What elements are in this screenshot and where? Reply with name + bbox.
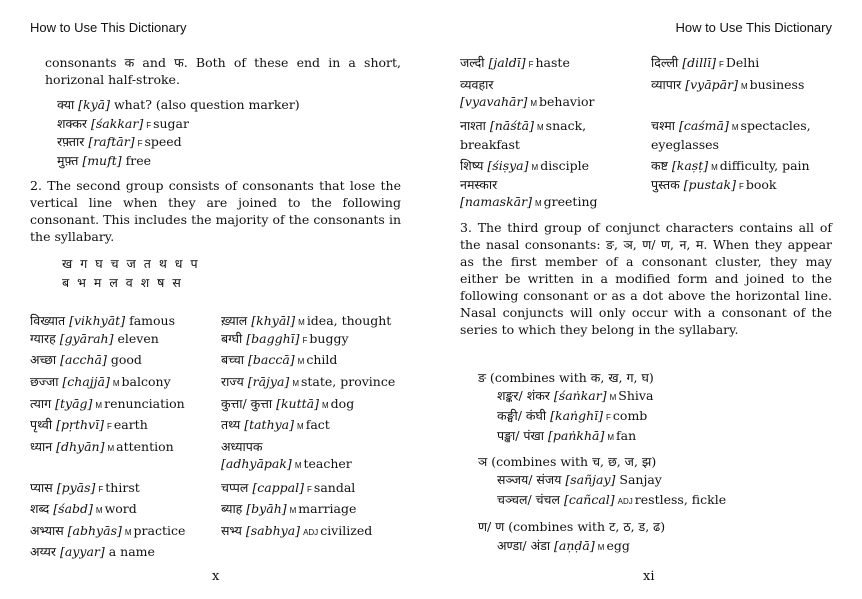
entry-devanagari: अण्डा/ अंडा xyxy=(497,538,555,553)
entry-romanization: [vyāpār] xyxy=(685,77,738,92)
entry-definition: egg xyxy=(606,538,630,553)
entry-romanization: [acchā] xyxy=(60,352,107,367)
entry xyxy=(651,76,804,95)
entry-devanagari: ख़्याल xyxy=(221,313,252,328)
entry-definition: difficulty, pain xyxy=(719,158,810,173)
entry xyxy=(30,351,142,368)
entry-romanization: [śakkar] xyxy=(91,116,144,131)
entry-grammar: M xyxy=(530,99,537,108)
entry-definition: fan xyxy=(616,428,637,443)
entry-devanagari: ब्याह xyxy=(221,501,247,516)
entry-definition: balcony xyxy=(121,374,171,389)
entry-romanization: [śabd] xyxy=(53,501,93,516)
entry-devanagari: ध्यान xyxy=(30,439,57,454)
entry-definition: child xyxy=(306,352,338,367)
entry-romanization: [dhyān] xyxy=(56,439,105,454)
entry-devanagari: सञ्जय/ संजय xyxy=(497,472,566,487)
entry-devanagari: पङ्खा/ पंखा xyxy=(497,428,548,443)
entry-devanagari: शङ्कर/ शंकर xyxy=(497,388,554,403)
nasal-group-heading: ण/ ण (combines with ट, ठ, ड, ढ) xyxy=(478,519,666,534)
entry-romanization: [byāh] xyxy=(246,501,287,516)
entry-devanagari: अय्यर xyxy=(30,544,60,559)
entry-definition: free xyxy=(125,153,152,168)
entry-definition: behavior xyxy=(539,94,595,109)
running-header: How to Use This Dictionary xyxy=(30,20,187,35)
entry-romanization: [pyās] xyxy=(56,480,96,495)
entry xyxy=(497,387,653,406)
entry-definition: buggy xyxy=(309,331,349,346)
entry-grammar: M xyxy=(298,318,305,327)
entry-romanization: [tathya] xyxy=(244,417,295,432)
entry xyxy=(30,438,174,457)
entry-grammar: M xyxy=(95,401,103,410)
entry-definition: renunciation xyxy=(104,396,185,411)
entry-devanagari: विख्यात xyxy=(30,313,70,328)
entry-devanagari: नाश्ता xyxy=(460,118,490,133)
entry xyxy=(221,330,349,349)
entry-romanization: [nāśtā] xyxy=(489,118,534,133)
entry-romanization: [rājya] xyxy=(247,374,290,389)
entry-definition: famous xyxy=(129,313,175,328)
entry xyxy=(221,438,391,474)
entry xyxy=(651,54,759,73)
entry xyxy=(460,117,615,153)
entry-grammar: M xyxy=(711,163,718,172)
entry xyxy=(497,407,647,426)
entry xyxy=(460,157,589,176)
entry xyxy=(651,157,810,176)
entry-grammar: F xyxy=(718,60,724,69)
entry-definition: Shiva xyxy=(618,388,654,403)
entry-devanagari: मुफ़्त xyxy=(57,153,83,168)
entry-grammar: ADJ xyxy=(617,497,633,506)
entry-definition: word xyxy=(104,501,137,516)
entry-devanagari: अभ्यास xyxy=(30,523,68,538)
entry-romanization: [pustak] xyxy=(683,177,736,192)
entry-grammar: F xyxy=(738,182,744,191)
entry-devanagari: बच्चा xyxy=(221,352,248,367)
entry-romanization: [khyāl] xyxy=(251,313,296,328)
entry xyxy=(221,416,330,435)
entry-devanagari: व्यवहार xyxy=(460,77,494,92)
entry-grammar: F xyxy=(98,485,104,494)
entry xyxy=(30,395,185,414)
entry-devanagari: पृथ्वी xyxy=(30,417,57,432)
entry-devanagari: शक्कर xyxy=(57,116,91,131)
entry-definition: spectacles, eyeglasses xyxy=(651,118,811,152)
entry-grammar: M xyxy=(95,506,103,515)
entry-definition: state, province xyxy=(300,374,396,389)
entry xyxy=(497,427,636,446)
entry-grammar: ADJ xyxy=(303,528,319,537)
entry-romanization: [cañcal] xyxy=(563,492,615,507)
entry-romanization: [tyāg] xyxy=(55,396,93,411)
entry xyxy=(30,416,148,435)
entry-grammar: M xyxy=(292,379,299,388)
entry-devanagari: अच्छा xyxy=(30,352,61,367)
nasal-group-heading: ङ (combines with क, ख, ग, घ) xyxy=(478,370,654,385)
entry-definition: speed xyxy=(144,134,182,149)
consonant-row: ब भ म ल व श ष स xyxy=(62,275,183,290)
entry-definition: teacher xyxy=(303,456,352,471)
entry-definition: what? (also question marker) xyxy=(113,97,300,112)
entry-devanagari: राज्य xyxy=(221,374,248,389)
entry-grammar: M xyxy=(740,82,748,91)
entry-romanization: [jaldī] xyxy=(488,55,526,70)
entry-definition: a name xyxy=(108,544,155,559)
right-page xyxy=(431,0,862,599)
intro-paragraph: consonants क and फ. Both of these end in a short, horizonal half-stroke. xyxy=(45,55,401,87)
entry-devanagari: रफ़्तार xyxy=(57,134,89,149)
entry-definition: sandal xyxy=(313,480,356,495)
entry-definition: idea, thought xyxy=(306,313,392,328)
entry-definition: Sanjay xyxy=(619,472,662,487)
entry-romanization: [raftār] xyxy=(88,134,135,149)
entry-grammar: F xyxy=(307,485,312,494)
entry-definition: fact xyxy=(305,417,330,432)
entry xyxy=(30,312,175,329)
running-header: How to Use This Dictionary xyxy=(675,20,832,35)
entry-devanagari: व्यापार xyxy=(651,77,686,92)
entry xyxy=(30,373,171,392)
entry-definition: disciple xyxy=(540,158,589,173)
entry-romanization: [aṇḍā] xyxy=(554,538,595,553)
entry-grammar: M xyxy=(297,357,305,366)
entry-grammar: M xyxy=(607,433,614,442)
entry-grammar: M xyxy=(289,506,297,515)
entry-devanagari: त्याग xyxy=(30,396,56,411)
entry-definition: haste xyxy=(535,55,570,70)
entry xyxy=(30,330,159,347)
entry-definition: snack, breakfast xyxy=(460,118,587,152)
entry-grammar: M xyxy=(294,461,302,470)
entry xyxy=(57,115,189,134)
entry-devanagari: कङ्घी/ कंघी xyxy=(497,408,551,423)
entry xyxy=(57,133,182,152)
entry-devanagari: प्यास xyxy=(30,480,57,495)
entry-grammar: M xyxy=(124,528,132,537)
entry-devanagari: क्या xyxy=(57,97,79,112)
entry-romanization: [bagghī] xyxy=(246,331,300,346)
entry-romanization: [śiṣya] xyxy=(487,158,529,173)
entry xyxy=(57,96,300,113)
entry-definition: thirst xyxy=(105,480,140,495)
entry-romanization: [kaṣṭ] xyxy=(671,158,709,173)
entry-romanization: [muft] xyxy=(82,153,122,168)
entry xyxy=(30,543,155,560)
entry-romanization: [gyārah] xyxy=(59,331,114,346)
entry-grammar: M xyxy=(112,379,120,388)
entry-definition: book xyxy=(745,177,777,192)
entry-grammar: M xyxy=(107,444,115,453)
entry-devanagari: पुस्तक xyxy=(651,177,684,192)
entry-romanization: [baccā] xyxy=(248,352,295,367)
consonant-row: ख ग घ च ज त थ ध प xyxy=(62,256,200,271)
entry-romanization: [abhyās] xyxy=(67,523,122,538)
entry xyxy=(221,522,372,541)
entry-romanization: [vikhyāt] xyxy=(69,313,126,328)
entry-definition: marriage xyxy=(298,501,357,516)
entry-grammar: M xyxy=(731,123,739,132)
nasal-group-heading: ञ (combines with च, छ, ज, झ) xyxy=(478,454,657,469)
entry-definition: good xyxy=(110,352,142,367)
entry xyxy=(497,491,726,510)
entry-devanagari: सभ्य xyxy=(221,523,246,538)
entry-grammar: F xyxy=(137,139,143,148)
entry-devanagari: चप्पल xyxy=(221,480,253,495)
entry-romanization: [sabhya] xyxy=(245,523,301,538)
entry-romanization: [ayyar] xyxy=(60,544,105,559)
entry-definition: attention xyxy=(116,439,174,454)
entry-definition: earth xyxy=(113,417,148,432)
entry-romanization: [cappal] xyxy=(252,480,305,495)
entry-grammar: M xyxy=(536,123,544,132)
entry xyxy=(221,395,354,414)
entry-romanization: [pṛthvī] xyxy=(56,417,104,432)
entry xyxy=(497,471,662,488)
entry-definition: restless, fickle xyxy=(634,492,727,507)
entry-grammar: M xyxy=(534,199,542,208)
entry-devanagari: छज्जा xyxy=(30,374,63,389)
entry-grammar: M xyxy=(531,163,539,172)
entry-definition: civilized xyxy=(320,523,373,538)
entry xyxy=(30,500,137,519)
entry-grammar: M xyxy=(609,393,617,402)
entry-romanization: [namaskār] xyxy=(460,194,532,209)
entry-definition: greeting xyxy=(543,194,598,209)
page-number: xi xyxy=(643,569,655,584)
entry-romanization: [kuttā] xyxy=(276,396,319,411)
entry-grammar: F xyxy=(302,336,308,345)
entry-grammar: M xyxy=(322,401,329,410)
entry-devanagari: शिष्य xyxy=(460,158,488,173)
entry xyxy=(221,479,355,498)
entry-devanagari: दिल्ली xyxy=(651,55,683,70)
section-2-paragraph: 2. The second group consists of consonants that lose the vertical line when they are joined to the following consonant. This includes the majority of the consonants in the syllabary. xyxy=(30,178,401,244)
entry-devanagari: अध्यापक xyxy=(221,439,263,454)
entry-romanization: [śaṅkar] xyxy=(553,388,607,403)
entry-grammar: M xyxy=(597,543,605,552)
entry xyxy=(221,351,337,370)
entry-definition: Delhi xyxy=(725,55,760,70)
entry-devanagari: तथ्य xyxy=(221,417,245,432)
entry-romanization: [kyā] xyxy=(78,97,110,112)
entry-devanagari: नमस्कार xyxy=(460,177,498,192)
entry-romanization: [adhyāpak] xyxy=(221,456,292,471)
entry xyxy=(30,522,185,541)
entry-definition: dog xyxy=(330,396,355,411)
entry-devanagari: कुत्ता/ कुत्ता xyxy=(221,396,277,411)
entry-grammar: F xyxy=(606,413,611,422)
entry-devanagari: बग्घी xyxy=(221,331,247,346)
entry-devanagari: चञ्चल/ चंचल xyxy=(497,492,564,507)
entry-grammar: M xyxy=(297,422,304,431)
entry-romanization: [vyavahār] xyxy=(460,94,528,109)
entry-definition: business xyxy=(749,77,805,92)
entry xyxy=(221,312,391,331)
entry-definition: comb xyxy=(612,408,648,423)
entry-romanization: [sañjay] xyxy=(565,472,616,487)
entry-devanagari: ग्यारह xyxy=(30,331,60,346)
entry-grammar: F xyxy=(106,422,112,431)
entry-romanization: [dillī] xyxy=(682,55,716,70)
entry xyxy=(460,176,615,212)
entry-devanagari: चश्मा xyxy=(651,118,679,133)
entry-grammar: F xyxy=(528,60,534,69)
entry-devanagari: कष्ट xyxy=(651,158,672,173)
entry xyxy=(460,76,615,112)
entry-definition: practice xyxy=(133,523,186,538)
entry-romanization: [chajjā] xyxy=(62,374,110,389)
entry-romanization: [caśmā] xyxy=(678,118,729,133)
entry xyxy=(30,479,140,498)
entry xyxy=(651,117,831,153)
entry xyxy=(460,54,570,73)
entry-grammar: F xyxy=(146,121,152,130)
entry-romanization: [paṅkhā] xyxy=(547,428,605,443)
entry-definition: sugar xyxy=(153,116,189,131)
entry-devanagari: जल्दी xyxy=(460,55,489,70)
entry-definition: eleven xyxy=(117,331,159,346)
page-number: x xyxy=(212,569,220,584)
section-3-paragraph: 3. The third group of conjunct characters contains all of the nasal consonants: ङ, ञ, ण/ ण, न, म. When they appear as the first member of a consonant cluster, they may either be written in a modified form and joined to the following consonant or as a dot above the horizontal line. Nasal conjuncts will only occur with a consonant of the series to which they belong in the syllabary. xyxy=(460,220,832,337)
entry xyxy=(221,373,395,392)
entry xyxy=(651,176,776,195)
entry-romanization: [kaṅghī] xyxy=(550,408,604,423)
entry xyxy=(221,500,356,519)
entry-devanagari: शब्द xyxy=(30,501,54,516)
entry xyxy=(497,537,630,556)
entry xyxy=(57,152,151,169)
